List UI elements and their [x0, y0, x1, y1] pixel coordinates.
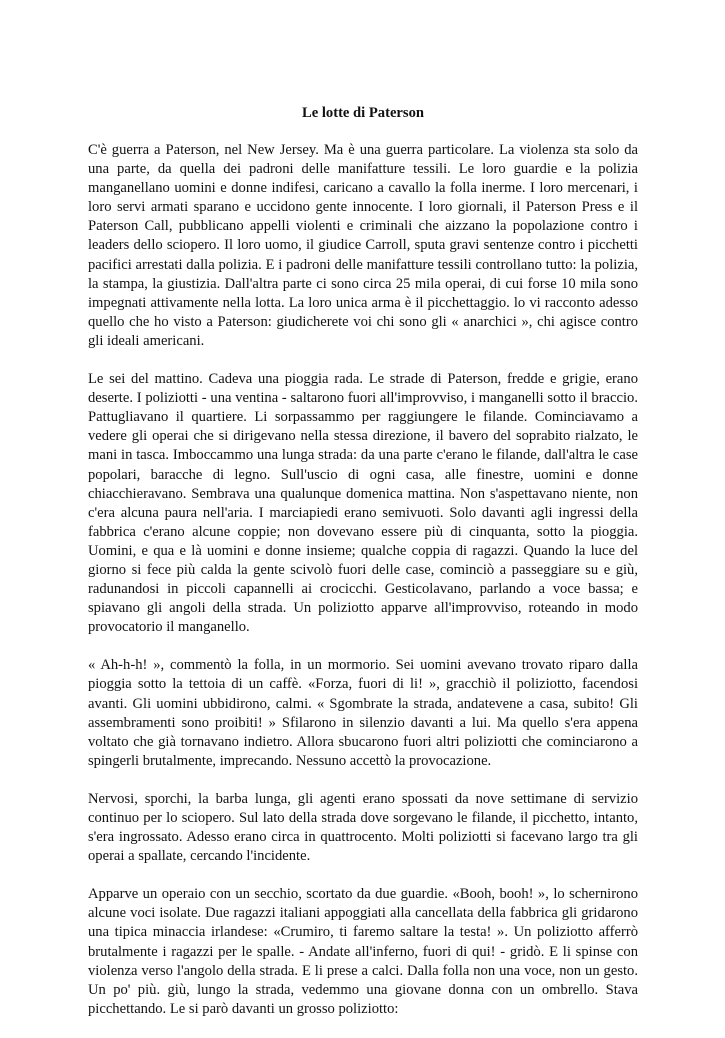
paragraph-1: C'è guerra a Paterson, nel New Jersey. Ma è una guerra particolare. La violenza sta solo da una parte, da quella dei padroni delle manifatture tessili. Le loro guardie e la polizia manganellano uomini e donne indifesi, caricano a cavallo la folla inerme. I loro mercenari, i loro servi armati sparano e uccidono gente innocente. I loro giornali, il Paterson Press e il Paterson Call, pubblicano appelli violenti e criminali che aizzano la popolazione contro i leaders dello sciopero. Il loro uomo, il giudice Carroll, sputa gravi sentenze contro i picchetti pacifici arrestati dalla polizia. E i padroni delle manifatture tessili controllano tutto: la polizia, la stampa, la giustizia. Dall'altra parte ci sono circa 25 mila operai, di cui forse 10 mila sono impegnati attivamente nella lotta. La loro unica arma è il picchettaggio. lo vi racconto adesso quello che ho visto a Paterson: giudicherete voi chi sono gli « anarchici », chi agisce contro gli ideali americani.: [88, 142, 638, 349]
paragraph-5: Apparve un operaio con un secchio, scortato da due guardie. «Booh, booh! », lo schernirono alcune voci isolate. Due ragazzi italiani appoggiati alla cancellata della fabbrica gli gridarono una tipica minaccia irlandese: «Crumiro, ti faremo saltare la testa! ». Un poliziotto afferrò brutalmente i ragazzi per le spalle. - Andate all'inferno, fuori di qui! - gridò. E li spinse con violenza verso l'angolo della strada. E li prese a calci. Dalla folla non una voce, non un gesto. Un po' più. giù, lungo la strada, vedemmo una giovane donna con un ombrello. Stava picchettando. Le si parò davanti un grosso poliziotto:: [88, 886, 638, 1017]
paragraph-2: Le sei del mattino. Cadeva una pioggia rada. Le strade di Paterson, fredde e grigie, erano deserte. I poliziotti - una ventina - saltarono fuori all'improvviso, i manganelli sotto il braccio. Pattugliavano il quartiere. Li sorpassammo per raggiungere le filande. Cominciavamo a vedere gli operai che si dirigevano nella stessa direzione, il bavero del soprabito rialzato, le mani in tasca. Imboccammo una lunga strada: da una parte c'erano le filande, dall'altra le case popolari, baracche di legno. Sull'uscio di ogni casa, alle finestre, uomini e donne chiacchieravano. Sembrava una qualunque domenica mattina. Non s'aspettavano niente, non c'era alcuna paura nell'aria. I marciapiedi erano semivuoti. Solo davanti agli ingressi della fabbrica c'erano alcune coppie; non dovevano essere più di cinquanta, sotto la pioggia. Uomini, e qua e là uomini e donne insieme; qualche coppia di ragazzi. Quando la luce del giorno si fece più calda la gente scivolò fuori delle case, cominciò a passeggiare su e giù, radunandosi in piccoli capannelli ai crocicchi. Gesticolavano, parlando a voce bassa; e spiavano gli angoli della strada. Un poliziotto apparve all'improvviso, roteando in modo provocatorio il manganello.: [88, 371, 638, 636]
paragraph-4: Nervosi, sporchi, la barba lunga, gli agenti erano spossati da nove settimane di servizio continuo per lo sciopero. Sul lato della strada dove sorgevano le filande, il picchetto, intanto, s'era ingrossato. Adesso erano circa in quattrocento. Molti poliziotti si facevano largo tra gli operai a spallate, cercando l'incidente.: [88, 790, 638, 865]
paragraph-3: « Ah-h-h! », commentò la folla, in un mormorio. Sei uomini avevano trovato riparo dalla pioggia sotto la tettoia di un caffè. «Forza, fuori di li! », gracchiò il poliziotto, facendosi avanti. Gli uomini ubbidirono, calmi. « Sgombrate la strada, andatevene a casa, subito! Gli assembramenti sono proibiti! » Sfilarono in silenzio davanti a lui. Ma quello s'era appena voltato che già tornavano indietro. Allora sbucarono fuori altri poliziotti che cominciarono a spingerli brutalmente, imprecando. Nessuno accettò la provocazione.: [88, 657, 638, 769]
document-title: Le lotte di Paterson: [302, 105, 424, 121]
document-page: [88, 104, 638, 1038]
